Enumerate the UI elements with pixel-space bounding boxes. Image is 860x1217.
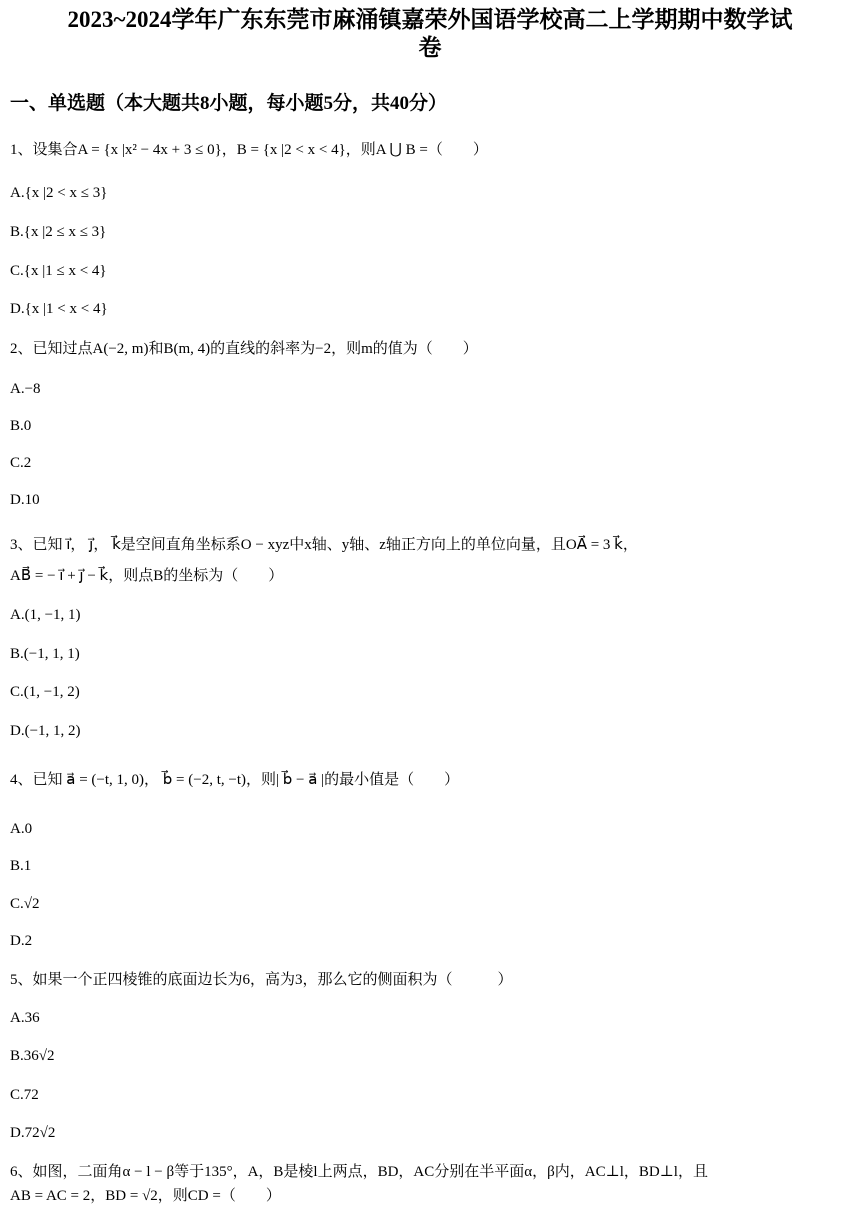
question-6-stem-line-1: 6、如图，二面角α − l − β等于135°，A，B是棱l上两点，BD，AC分别在半平面α，β内，AC⊥l，BD⊥l，且 — [10, 1164, 708, 1180]
section-heading: 一、单选题（本大题共8小题，每小题5分，共40分） — [10, 93, 448, 114]
question-2-option-b: B.0 — [10, 418, 32, 434]
exam-title — [10, 6, 850, 62]
question-5-option-d: D.72√2 — [10, 1125, 56, 1141]
question-1-option-a: A.{x |2 < x ≤ 3} — [10, 185, 108, 201]
question-2-stem: 2、已知过点A(−2, m)和B(m, 4)的直线的斜率为−2，则m的值为（ ） — [10, 341, 478, 357]
question-4-option-b: B.1 — [10, 858, 32, 874]
question-6-stem-line-2: AB = AC = 2，BD = √2，则CD =（ ） — [10, 1188, 281, 1204]
question-3-option-a: A.(1, −1, 1) — [10, 607, 81, 623]
question-2-option-a: A.−8 — [10, 381, 41, 397]
question-5-stem: 5、如果一个正四棱锥的底面边长为6，高为3，那么它的侧面积为（ ） — [10, 972, 513, 988]
question-5-option-a: A.36 — [10, 1010, 40, 1026]
question-1-option-b: B.{x |2 ≤ x ≤ 3} — [10, 224, 107, 240]
question-4-option-d: D.2 — [10, 933, 33, 949]
question-5-option-b: B.36√2 — [10, 1048, 55, 1064]
exam-title-line-2: 卷 — [418, 35, 442, 60]
question-1-option-c: C.{x |1 ≤ x < 4} — [10, 263, 107, 279]
question-1-option-d: D.{x |1 < x < 4} — [10, 301, 108, 317]
question-3-option-c: C.(1, −1, 2) — [10, 684, 80, 700]
question-3-option-b: B.(−1, 1, 1) — [10, 646, 80, 662]
question-2-option-d: D.10 — [10, 492, 40, 508]
question-3-stem-line-1: 3、已知 i⃗， j⃗， k⃗是空间直角坐标系O − xyz中x轴、y轴、z轴正方向上的单位向量，且OA⃗ = 3 k⃗， — [10, 537, 638, 553]
question-4-option-a: A.0 — [10, 821, 33, 837]
question-2-option-c: C.2 — [10, 455, 32, 471]
question-1-stem: 1、设集合A = {x |x² − 4x + 3 ≤ 0}，B = {x |2 < x < 4}，则A ⋃ B =（ ） — [10, 142, 488, 158]
question-3-stem-line-2: AB⃗ = − i⃗ + j⃗ − k⃗，则点B的坐标为（ ） — [10, 568, 284, 584]
question-3-option-d: D.(−1, 1, 2) — [10, 723, 81, 739]
question-4-stem: 4、已知 a⃗ = (−t, 1, 0)， b⃗ = (−2, t, −t)，则| b⃗ − a⃗ |的最小值是（ ） — [10, 772, 460, 788]
exam-title-line-1: 2023~2024学年广东东莞市麻涌镇嘉荣外国语学校高二上学期期中数学试 — [67, 7, 793, 32]
question-5-option-c: C.72 — [10, 1087, 39, 1103]
question-4-option-c: C.√2 — [10, 896, 40, 912]
